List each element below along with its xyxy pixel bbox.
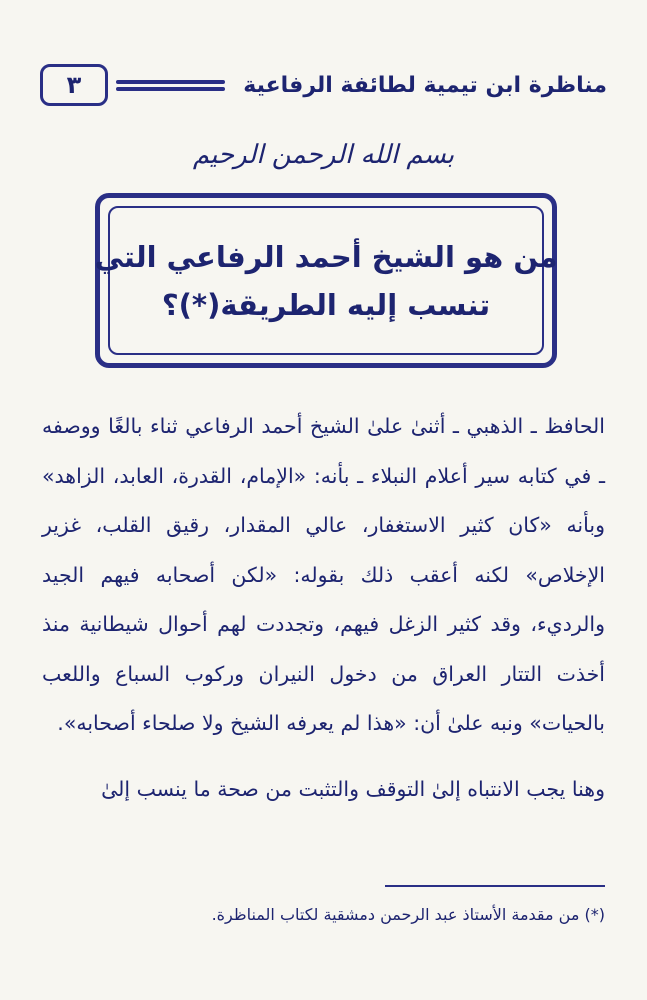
header-rule xyxy=(116,80,225,91)
header-rule-line xyxy=(116,87,225,91)
chapter-title-line-2: تنسب إليه الطريقة(*)؟ xyxy=(161,287,491,322)
paragraph-1: الحافظ ـ الذهبي ـ أثنىٰ علىٰ الشيخ أحمد الرفاعي ثناء بالغًا ووصفه ـ في كتابه سير أعلام النبلاء ـ بأنه: «الإمام، القدرة، العابد، الزاهد» وبأنه «كان كثير الاستغفار، عالي المقدار، رقيق القلب، غزير الإخلاص» لكنه أعقب ذلك بقوله: «لكن أصحابه فيهم الجيد والرديء، وقد كثير الزغل فيهم، وتجددت لهم أحوال شيطانية منذ أخذت التتار العراق من دخول النيران وركوب السباع واللعب بالحيات» ونبه علىٰ أن: «هذا لم يعرفه الشيخ ولا صلحاء أصحابه». xyxy=(42,414,605,735)
chapter-title-inner-frame xyxy=(94,206,558,355)
basmala: بسم الله الرحمن الرحيم xyxy=(192,140,455,170)
footnote: (*) من مقدمة الأستاذ عبد الرحمن دمشقية لكتاب المناظرة. xyxy=(211,905,605,924)
page-number: ٣ xyxy=(40,64,108,106)
running-title: مناظرة ابن تيمية لطائفة الرفاعية xyxy=(243,72,607,98)
paragraph-2: وهنا يجب الانتباه إلىٰ التوقف والتثبت من صحة ما ينسب إلىٰ xyxy=(101,776,605,801)
page-header xyxy=(40,62,607,108)
chapter-title-frame xyxy=(95,193,557,368)
header-rule-line xyxy=(116,80,225,84)
footnote-separator xyxy=(385,885,605,887)
chapter-title-line-1: من هو الشيخ أحمد الرفاعي التي xyxy=(94,239,558,274)
body-text xyxy=(42,402,605,814)
